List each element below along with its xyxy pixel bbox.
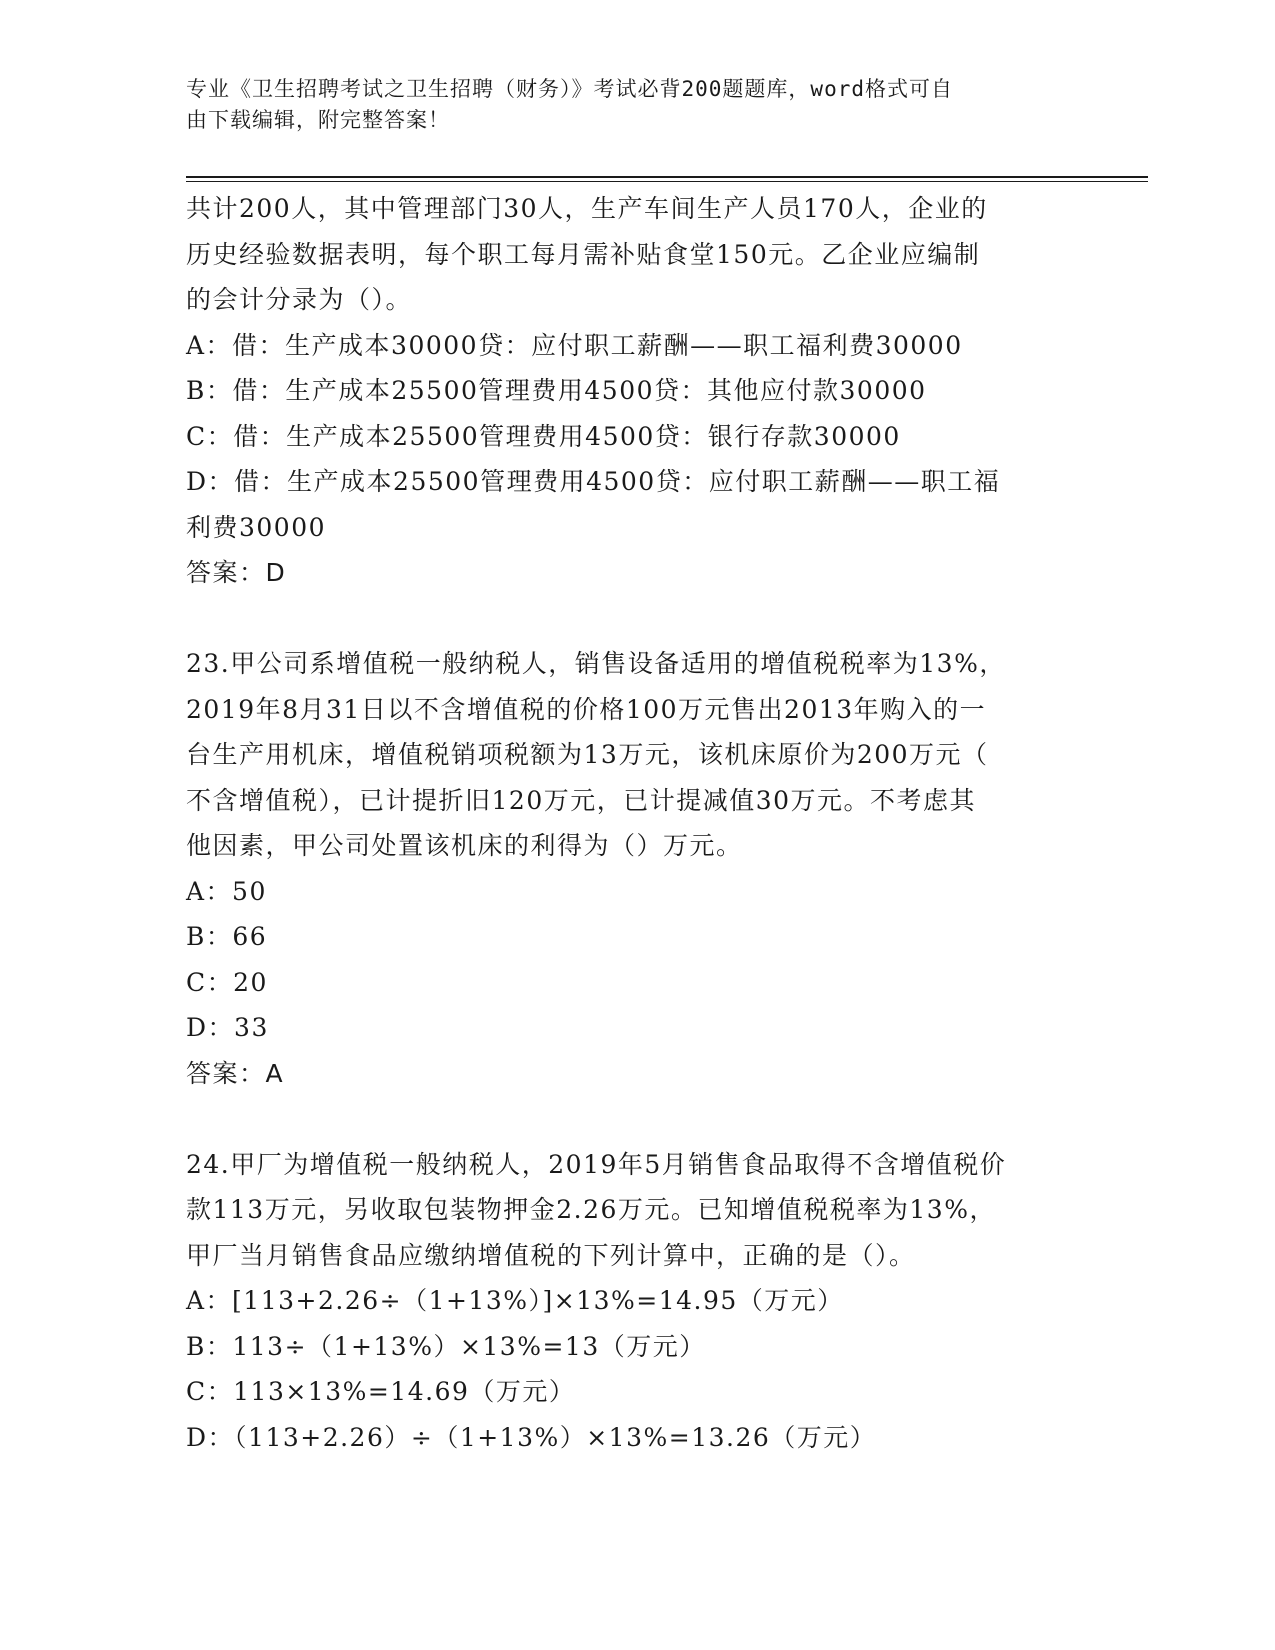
option-b: B：66 (186, 922, 268, 951)
option-c: C：20 (186, 967, 268, 997)
question-stem-line: 2019年8月31日以不含增值税的价格100万元售出2013年购入的一 (186, 694, 987, 724)
question-stem-line: 23.甲公司系增值税一般纳税人，销售设备适用的增值税税率为13%， (186, 649, 1006, 678)
question-22 (186, 186, 1086, 596)
header-line: 专业《卫生招聘考试之卫生招聘（财务）》考试必背200题题库，word格式可自 (186, 77, 953, 101)
question-stem-line: 台生产用机床，增值税销项税额为13万元，该机床原价为200万元（ (186, 740, 989, 769)
option-a: A：借：生产成本30000贷：应付职工薪酬——职工福利费30000 (186, 330, 963, 360)
option-b: B：113÷（1+13%）×13%=13（万元） (186, 1331, 706, 1361)
spacer (186, 596, 1086, 642)
document-header (186, 74, 1066, 136)
answer-line: 答案：A (186, 1058, 285, 1088)
option-a: A：[113+2.26÷（1+13%）]×13%=14.95（万元） (186, 1286, 844, 1315)
option-d: D：（113+2.26）÷（1+13%）×13%=13.26（万元） (186, 1422, 877, 1452)
option-b: B：借：生产成本25500管理费用4500贷：其他应付款30000 (186, 376, 927, 405)
question-stem-line: 的会计分录为（）。 (186, 285, 413, 314)
option-c: C：借：生产成本25500管理费用4500贷：银行存款30000 (186, 421, 901, 451)
question-stem-line: 他因素，甲公司处置该机床的利得为（）万元。 (186, 831, 743, 860)
option-c: C：113×13%=14.69（万元） (186, 1377, 576, 1406)
option-d-continued: 利费30000 (186, 512, 327, 542)
header-divider-thin (186, 181, 1148, 182)
question-stem-line: 甲厂当月销售食品应缴纳增值税的下列计算中，正确的是（）。 (186, 1240, 916, 1270)
option-d: D：33 (186, 1013, 269, 1042)
question-stem-line: 24.甲厂为增值税一般纳税人，2019年5月销售食品取得不含增值税价 (186, 1149, 1007, 1179)
question-24 (186, 1142, 1086, 1461)
header-divider (186, 176, 1148, 178)
question-23 (186, 641, 1086, 1096)
header-line: 由下载编辑，附完整答案！ (186, 108, 450, 132)
question-stem-line: 共计200人，其中管理部门30人，生产车间生产人员170人，企业的 (186, 194, 988, 223)
option-a: A：50 (186, 876, 267, 906)
answer-line: 答案：D (186, 558, 287, 587)
question-stem-line: 不含增值税），已计提折旧120万元，已计提减值30万元。不考虑其 (186, 785, 977, 815)
question-content (186, 186, 1086, 1460)
question-stem-line: 历史经验数据表明，每个职工每月需补贴食堂150元。乙企业应编制 (186, 239, 981, 269)
question-stem-line: 款113万元，另收取包装物押金2.26万元。已知增值税税率为13%， (186, 1195, 996, 1224)
option-d: D：借：生产成本25500管理费用4500贷：应付职工薪酬——职工福 (186, 467, 1001, 496)
spacer (186, 1096, 1086, 1142)
